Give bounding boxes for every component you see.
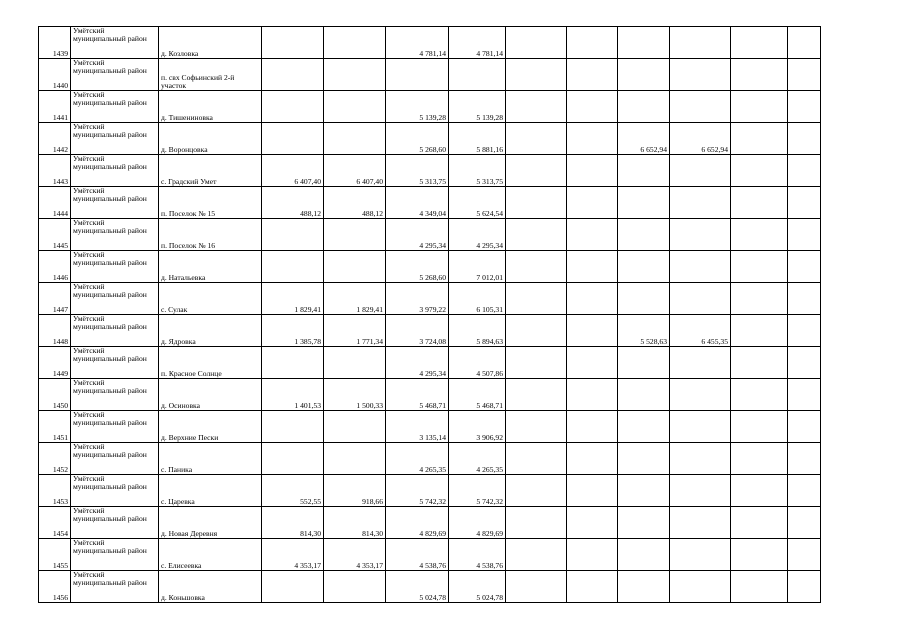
- settlement-cell: д. Осиновка: [159, 379, 262, 411]
- value-cell-2: 918,66: [324, 475, 386, 507]
- settlement-cell: с. Паника: [159, 443, 262, 475]
- district-cell: Умётский муниципальный район: [71, 571, 159, 603]
- value-cell-6: [670, 411, 731, 443]
- value-cell-3: 5 024,78: [386, 571, 449, 603]
- value-cell-3: [386, 59, 449, 91]
- value-cell-6: [670, 507, 731, 539]
- value-cell-4: 4 295,34: [449, 219, 506, 251]
- value-cell-6: 6 455,35: [670, 315, 731, 347]
- empty-cell: [567, 411, 618, 443]
- district-cell: Умётский муниципальный район: [71, 411, 159, 443]
- district-cell: Умётский муниципальный район: [71, 155, 159, 187]
- empty-cell: [788, 443, 821, 475]
- value-cell-1: 1 829,41: [262, 283, 324, 315]
- value-cell-5: [618, 283, 670, 315]
- empty-cell: [731, 539, 788, 571]
- district-cell: Умётский муниципальный район: [71, 59, 159, 91]
- table-row: [39, 315, 821, 347]
- value-cell-5: [618, 475, 670, 507]
- value-cell-3: 4 829,69: [386, 507, 449, 539]
- settlement-cell: д. Верхние Пески: [159, 411, 262, 443]
- empty-cell: [788, 123, 821, 155]
- district-cell: Умётский муниципальный район: [71, 283, 159, 315]
- value-cell-2: 1 771,34: [324, 315, 386, 347]
- row-number: 1455: [39, 539, 71, 571]
- value-cell-3: 5 313,75: [386, 155, 449, 187]
- table-row: [39, 347, 821, 379]
- value-cell-4: 4 265,35: [449, 443, 506, 475]
- row-number: 1454: [39, 507, 71, 539]
- value-cell-1: [262, 219, 324, 251]
- value-cell-2: [324, 571, 386, 603]
- value-cell-3: 4 349,04: [386, 187, 449, 219]
- empty-cell: [506, 507, 567, 539]
- table-row: [39, 219, 821, 251]
- settlement-cell: п. Красное Солнце: [159, 347, 262, 379]
- empty-cell: [788, 59, 821, 91]
- value-cell-6: [670, 155, 731, 187]
- empty-cell: [567, 251, 618, 283]
- value-cell-1: [262, 411, 324, 443]
- district-cell: Умётский муниципальный район: [71, 315, 159, 347]
- value-cell-1: 552,55: [262, 475, 324, 507]
- settlement-cell: с. Царевка: [159, 475, 262, 507]
- table-row: [39, 443, 821, 475]
- empty-cell: [788, 379, 821, 411]
- empty-cell: [506, 347, 567, 379]
- empty-cell: [731, 347, 788, 379]
- table-row: [39, 571, 821, 603]
- value-cell-2: [324, 27, 386, 59]
- row-number: 1444: [39, 187, 71, 219]
- empty-cell: [788, 283, 821, 315]
- table-row: [39, 155, 821, 187]
- empty-cell: [731, 315, 788, 347]
- settlement-cell: п. Поселок № 16: [159, 219, 262, 251]
- value-cell-5: [618, 27, 670, 59]
- empty-cell: [567, 219, 618, 251]
- empty-cell: [567, 475, 618, 507]
- empty-cell: [731, 443, 788, 475]
- empty-cell: [788, 91, 821, 123]
- value-cell-4: 4 781,14: [449, 27, 506, 59]
- value-cell-4: 5 139,28: [449, 91, 506, 123]
- value-cell-4: 5 881,16: [449, 123, 506, 155]
- table-row: [39, 283, 821, 315]
- row-number: 1440: [39, 59, 71, 91]
- value-cell-2: 488,12: [324, 187, 386, 219]
- value-cell-1: 488,12: [262, 187, 324, 219]
- settlement-cell: д. Воронцовка: [159, 123, 262, 155]
- row-number: 1450: [39, 379, 71, 411]
- value-cell-6: [670, 251, 731, 283]
- value-cell-4: 4 829,69: [449, 507, 506, 539]
- value-cell-5: [618, 571, 670, 603]
- table-row: [39, 475, 821, 507]
- value-cell-5: [618, 411, 670, 443]
- table-row: [39, 507, 821, 539]
- row-number: 1453: [39, 475, 71, 507]
- table-row: [39, 411, 821, 443]
- value-cell-3: 3 979,22: [386, 283, 449, 315]
- empty-cell: [788, 315, 821, 347]
- value-cell-2: [324, 347, 386, 379]
- value-cell-2: [324, 219, 386, 251]
- value-cell-1: [262, 91, 324, 123]
- value-cell-6: [670, 347, 731, 379]
- empty-cell: [731, 59, 788, 91]
- value-cell-2: [324, 443, 386, 475]
- value-cell-6: [670, 443, 731, 475]
- table-row: [39, 251, 821, 283]
- row-number: 1449: [39, 347, 71, 379]
- settlement-cell: д. Коньшовка: [159, 571, 262, 603]
- value-cell-5: [618, 443, 670, 475]
- row-number: 1442: [39, 123, 71, 155]
- empty-cell: [567, 539, 618, 571]
- row-number: 1448: [39, 315, 71, 347]
- value-cell-4: 5 894,63: [449, 315, 506, 347]
- empty-cell: [506, 219, 567, 251]
- value-cell-4: 3 906,92: [449, 411, 506, 443]
- empty-cell: [506, 539, 567, 571]
- value-cell-6: [670, 475, 731, 507]
- empty-cell: [731, 571, 788, 603]
- empty-cell: [731, 411, 788, 443]
- table-row: [39, 91, 821, 123]
- value-cell-1: [262, 443, 324, 475]
- district-cell: Умётский муниципальный район: [71, 219, 159, 251]
- row-number: 1447: [39, 283, 71, 315]
- settlement-cell: д. Натальевка: [159, 251, 262, 283]
- value-cell-2: [324, 251, 386, 283]
- value-cell-2: 1 500,33: [324, 379, 386, 411]
- value-cell-2: 1 829,41: [324, 283, 386, 315]
- value-cell-1: [262, 27, 324, 59]
- value-cell-5: [618, 155, 670, 187]
- district-cell: Умётский муниципальный район: [71, 27, 159, 59]
- empty-cell: [567, 315, 618, 347]
- value-cell-4: 4 538,76: [449, 539, 506, 571]
- value-cell-1: 6 407,40: [262, 155, 324, 187]
- empty-cell: [731, 251, 788, 283]
- settlement-cell: с. Градский Умет: [159, 155, 262, 187]
- district-cell: Умётский муниципальный район: [71, 187, 159, 219]
- empty-cell: [506, 91, 567, 123]
- value-cell-4: 5 624,54: [449, 187, 506, 219]
- value-cell-6: [670, 283, 731, 315]
- empty-cell: [506, 475, 567, 507]
- value-cell-2: [324, 91, 386, 123]
- table-row: [39, 27, 821, 59]
- empty-cell: [506, 123, 567, 155]
- empty-cell: [788, 507, 821, 539]
- empty-cell: [506, 571, 567, 603]
- value-cell-3: 4 295,34: [386, 219, 449, 251]
- empty-cell: [731, 283, 788, 315]
- value-cell-2: 6 407,40: [324, 155, 386, 187]
- settlement-cell: с. Елисеевка: [159, 539, 262, 571]
- district-cell: Умётский муниципальный район: [71, 507, 159, 539]
- empty-cell: [506, 315, 567, 347]
- district-cell: Умётский муниципальный район: [71, 251, 159, 283]
- empty-cell: [506, 443, 567, 475]
- row-number: 1443: [39, 155, 71, 187]
- empty-cell: [567, 187, 618, 219]
- value-cell-1: [262, 571, 324, 603]
- empty-cell: [731, 187, 788, 219]
- value-cell-4: 5 313,75: [449, 155, 506, 187]
- empty-cell: [731, 27, 788, 59]
- row-number: 1452: [39, 443, 71, 475]
- empty-cell: [567, 91, 618, 123]
- empty-cell: [731, 475, 788, 507]
- value-cell-5: [618, 539, 670, 571]
- value-cell-5: [618, 219, 670, 251]
- settlement-cell: д. Новая Деревня: [159, 507, 262, 539]
- table-row: [39, 123, 821, 155]
- value-cell-2: [324, 59, 386, 91]
- settlement-cell: д. Тишениновка: [159, 91, 262, 123]
- district-cell: Умётский муниципальный район: [71, 123, 159, 155]
- value-cell-2: [324, 123, 386, 155]
- value-cell-5: [618, 379, 670, 411]
- value-cell-1: [262, 251, 324, 283]
- empty-cell: [788, 411, 821, 443]
- empty-cell: [731, 91, 788, 123]
- value-cell-1: 814,30: [262, 507, 324, 539]
- empty-cell: [567, 123, 618, 155]
- empty-cell: [788, 219, 821, 251]
- empty-cell: [567, 155, 618, 187]
- empty-cell: [506, 59, 567, 91]
- empty-cell: [731, 507, 788, 539]
- value-cell-1: 1 385,78: [262, 315, 324, 347]
- table-body: [39, 27, 821, 603]
- value-cell-3: 5 139,28: [386, 91, 449, 123]
- empty-cell: [567, 27, 618, 59]
- value-cell-1: 1 401,53: [262, 379, 324, 411]
- value-cell-5: [618, 59, 670, 91]
- value-cell-6: [670, 219, 731, 251]
- value-cell-3: 4 538,76: [386, 539, 449, 571]
- settlement-cell: д. Ядровка: [159, 315, 262, 347]
- row-number: 1451: [39, 411, 71, 443]
- empty-cell: [788, 475, 821, 507]
- value-cell-2: 4 353,17: [324, 539, 386, 571]
- district-cell: Умётский муниципальный район: [71, 347, 159, 379]
- value-cell-3: 4 265,35: [386, 443, 449, 475]
- value-cell-6: [670, 187, 731, 219]
- row-number: 1439: [39, 27, 71, 59]
- settlement-cell: п. свх Софьинский 2-й участок: [159, 59, 262, 91]
- empty-cell: [788, 539, 821, 571]
- empty-cell: [567, 379, 618, 411]
- value-cell-5: [618, 91, 670, 123]
- empty-cell: [506, 251, 567, 283]
- district-cell: Умётский муниципальный район: [71, 475, 159, 507]
- empty-cell: [731, 155, 788, 187]
- empty-cell: [567, 283, 618, 315]
- value-cell-5: 5 528,63: [618, 315, 670, 347]
- value-cell-5: 6 652,94: [618, 123, 670, 155]
- empty-cell: [506, 27, 567, 59]
- row-number: 1446: [39, 251, 71, 283]
- value-cell-2: 814,30: [324, 507, 386, 539]
- value-cell-6: [670, 539, 731, 571]
- value-cell-1: [262, 123, 324, 155]
- value-cell-6: [670, 59, 731, 91]
- empty-cell: [788, 27, 821, 59]
- value-cell-3: 4 295,34: [386, 347, 449, 379]
- empty-cell: [788, 347, 821, 379]
- value-cell-6: 6 652,94: [670, 123, 731, 155]
- district-cell: Умётский муниципальный район: [71, 539, 159, 571]
- empty-cell: [506, 379, 567, 411]
- empty-cell: [788, 251, 821, 283]
- empty-cell: [731, 379, 788, 411]
- value-cell-5: [618, 187, 670, 219]
- value-cell-3: 5 268,60: [386, 251, 449, 283]
- value-cell-4: 5 742,32: [449, 475, 506, 507]
- empty-cell: [788, 571, 821, 603]
- value-cell-3: 5 468,71: [386, 379, 449, 411]
- value-cell-3: 3 724,08: [386, 315, 449, 347]
- row-number: 1441: [39, 91, 71, 123]
- value-cell-4: [449, 59, 506, 91]
- empty-cell: [788, 187, 821, 219]
- empty-cell: [506, 283, 567, 315]
- value-cell-1: [262, 347, 324, 379]
- empty-cell: [567, 571, 618, 603]
- value-cell-3: 5 742,32: [386, 475, 449, 507]
- value-cell-1: 4 353,17: [262, 539, 324, 571]
- value-cell-6: [670, 379, 731, 411]
- value-cell-1: [262, 59, 324, 91]
- empty-cell: [567, 507, 618, 539]
- empty-cell: [731, 219, 788, 251]
- empty-cell: [567, 443, 618, 475]
- value-cell-5: [618, 251, 670, 283]
- empty-cell: [567, 59, 618, 91]
- empty-cell: [731, 123, 788, 155]
- empty-cell: [567, 347, 618, 379]
- row-number: 1445: [39, 219, 71, 251]
- district-cell: Умётский муниципальный район: [71, 379, 159, 411]
- value-cell-5: [618, 507, 670, 539]
- settlement-cell: с. Сулак: [159, 283, 262, 315]
- value-cell-6: [670, 91, 731, 123]
- district-cell: Умётский муниципальный район: [71, 443, 159, 475]
- table-row: [39, 379, 821, 411]
- value-cell-3: 4 781,14: [386, 27, 449, 59]
- value-cell-3: 3 135,14: [386, 411, 449, 443]
- empty-cell: [788, 155, 821, 187]
- tariff-table: [38, 26, 821, 603]
- value-cell-2: [324, 411, 386, 443]
- value-cell-5: [618, 347, 670, 379]
- table-row: [39, 187, 821, 219]
- value-cell-4: 5 024,78: [449, 571, 506, 603]
- value-cell-6: [670, 571, 731, 603]
- value-cell-4: 6 105,31: [449, 283, 506, 315]
- value-cell-3: 5 268,60: [386, 123, 449, 155]
- table-row: [39, 59, 821, 91]
- value-cell-4: 7 012,01: [449, 251, 506, 283]
- empty-cell: [506, 411, 567, 443]
- settlement-cell: п. Поселок № 15: [159, 187, 262, 219]
- empty-cell: [506, 187, 567, 219]
- value-cell-4: 4 507,86: [449, 347, 506, 379]
- table-row: [39, 539, 821, 571]
- value-cell-6: [670, 27, 731, 59]
- row-number: 1456: [39, 571, 71, 603]
- value-cell-4: 5 468,71: [449, 379, 506, 411]
- settlement-cell: д. Козловка: [159, 27, 262, 59]
- empty-cell: [506, 155, 567, 187]
- district-cell: Умётский муниципальный район: [71, 91, 159, 123]
